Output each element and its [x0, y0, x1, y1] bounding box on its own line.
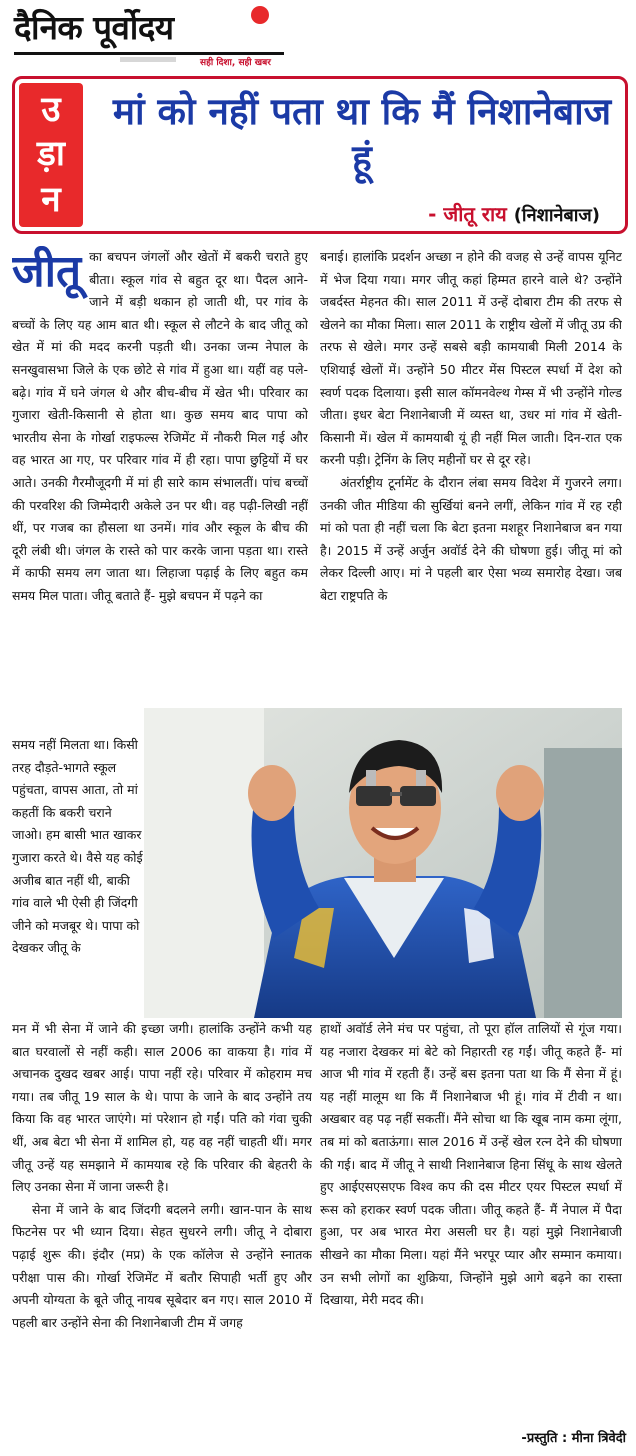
article-column-a: [12, 246, 308, 734]
section-letter-1: उ: [41, 90, 61, 130]
dropcap: जीतू: [12, 246, 82, 297]
byline-name: - जीतू राय: [428, 202, 507, 226]
article-column-d: [12, 1018, 312, 1450]
sun-logo-icon: [251, 6, 269, 24]
athlete-photo: [144, 708, 622, 1018]
column-b-paragraph-1: बनाई। हालांकि प्रदर्शन अच्छा न होने की वजह से उन्हें वापस यूनिट में भेज दिया गया। मगर जीतू कहां हिम्मत हारने वाले थे? उन्होंने जबर्दस्त मेहनत की। साल 2011 में उन्हें दोबारा टीम की तरफ से खेलने का मौका मिला। साल 2011 के राष्ट्रीय खेलों में जीतू उप्र की तरफ से खेले। मगर उन्हें सबसे बड़ी कामयाबी मिली 2014 के एशियाई खेलों में। उन्होंने 50 मीटर मेंस पिस्टल स्पर्धा में देश को स्वर्ण पदक दिलाया। इसी साल कॉमनवेल्थ गेम्स में भी उन्होंने गोल्ड जीता। इधर बेटा निशानेबाजी में व्यस्त था, उधर मां गांव में खेती-किसानी में। खेल में कामयाबी यूं ही नहीं मिल जाती। दिन-रात एक करनी पड़ी। ट्रेनिंग के लिए महीनों घर से दूर रहे।: [320, 249, 622, 468]
article-credit: -प्रस्तुति : मीना त्रिवेदी: [521, 1431, 626, 1446]
article-headline: मां को नहीं पता था कि मैं निशानेबाज हूं: [112, 90, 612, 180]
byline-role: (निशानेबाज): [513, 205, 600, 226]
dateline-strip: [120, 57, 176, 62]
newspaper-tagline: सही दिशा, सही खबर: [200, 58, 271, 68]
column-c-text: समय नहीं मिलता था। किसी तरह दौड़ते-भागते स्कूल पहुंचता, वापस आता, तो मां कहतीं कि बकरी चराने जाओ। हम बासी भात खाकर गुजारा करते थे। वैसे यह कोई अजीब बात नहीं थी, बाकी गांव वाले भी ऐसी ही जिंदगी जीने को मजबूर थे। पापा को देखकर जीतू के: [12, 737, 143, 956]
column-e-text: हाथों अवॉर्ड लेने मंच पर पहुंचा, तो पूरा हॉल तालियों से गूंज गया। यह नजारा देखकर मां बेटे को निहारती रह गईं। जीतू कहते हैं- मां आज भी गांव में रहती हैं। उन्हें बस इतना पता था कि मैं सेना में हूं। यह नहीं मालूम था कि मैं निशानेबाज भी हूं। गांव में टीवी न था। अखबार वह पढ़ नहीं सकतीं। मैंने सोचा था कि खूब नाम कमा लूंगा, तब मां को बताऊंगा। साल 2016 में उन्हें खेल रत्न देने की घोषणा की गई। बाद में जीतू ने साथी निशानेबाज हिना सिंधू के साथ खेलते हुए आईएसएसएफ विश्व कप की दस मीटर एयर पिस्टल स्पर्धा में रूस को हराकर स्वर्ण पदक जीता। जीतू कहते हैं- मैं नेपाल में पैदा हुआ, पर अब भारत मेरा असली घर है। यहां मुझे निशानेबाजी सीखने का मौका मिला। यहां मैंने भरपूर प्यार और सम्मान कमाया। उन सभी लोगों का शुक्रिया, जिन्होंने मुझे आगे बढ़ने का रास्ता दिखाया, मेरी मदद की।: [320, 1021, 622, 1308]
article-column-b: [320, 246, 622, 716]
athlete-photo-illustration: [144, 708, 622, 1018]
masthead: [0, 0, 636, 72]
section-letter-3: न: [41, 180, 61, 220]
section-letter-2: ड़ा: [37, 134, 65, 174]
article-column-c: [12, 734, 144, 1044]
byline: [300, 200, 600, 227]
article-column-e: [320, 1018, 622, 1428]
column-a-text: का बचपन जंगलों और खेतों में बकरी चराते हुए बीता। स्कूल गांव से बहुत दूर था। पैदल आने-जाने में बड़ी थकान हो जाती थी, पर गांव के बच्चों के लिए यह आम बात थी। स्कूल से लौटने के बाद जीतू को खेत में मां की मदद करनी पड़ती थी। उनका जन्म नेपाल के सनखुवासभा जिले के एक छोटे से गांव में हुआ था। यहीं वह पले-बढ़े। गांव में घने जंगल थे और बीच-बीच में खेत भी। परिवार का गुजारा खेती-किसानी से होता था। कुछ समय बाद पापा को भारतीय सेना के गोर्खा राइफल्स रेजिमेंट में नौकरी मिल गई और वह भारत आ गए, पर परिवार गांव में ही रहा। पापा छुट्टियों में घर आते। उनकी गैरमौजूदगी में मां ही सारे काम संभालतीं। पांच बच्चों की परवरिश की जिम्मेदारी अकेले उन पर थी। वह पढ़ी-लिखी नहीं थीं, पर गजब का हौसला था उनमें। गांव और स्कूल के बीच की दूरी लंबी थी। जंगल के रास्ते को पार करके जाना पड़ता था। रास्ते में काफी समय लग जाता था। लिहाजा पढ़ाई के लिए बहुत कम समय मिल पाता। जीतू बताते हैं- मुझे बचपन में पढ़ने का: [12, 249, 308, 603]
column-d-paragraph-1: मन में भी सेना में जाने की इच्छा जगी। हालांकि उन्होंने कभी यह बात घरवालों से नहीं कही। साल 2006 का वाकया है। गांव में अचानक दुखद खबर आई। पापा नहीं रहे। परिवार में कोहराम मच गया। तब जीतू 19 साल के थे। पापा के जाने के बाद उन्होंने तय किया कि वह भारत जाएंगे। मां परेशान हो गईं। पति को गंवा चुकी थीं, अब बेटा भी सेना में शामिल हो, यह वह नहीं चाहती थीं। मगर जीतू उन्हें यह समझाने में कामयाब रहे कि परिवार की बेहतरी के लिए उनका सेना में जाना जरूरी है।: [12, 1021, 312, 1195]
newspaper-name: दैनिक पूर्वोदय: [14, 8, 174, 47]
column-d-paragraph-2: सेना में जाने के बाद जिंदगी बदलने लगी। खान-पान के साथ फिटनेस पर भी ध्यान दिया। सेहत सुधरने लगी। जीतू ने दोबारा पढ़ाई शुरू की। इंदौर (मप्र) के एक कॉलेज से उन्होंने स्नातक परीक्षा पास की। गोर्खा रेजिमेंट में बतौर सिपाही भर्ती हुए और अपनी योग्यता के बूते जीतू नायब सूबेदार बन गए। साल 2010 में पहली बार उन्होंने सेना की निशानेबाजी टीम में जगह: [12, 1201, 312, 1330]
section-badge: [19, 83, 83, 227]
column-b-paragraph-2: अंतर्राष्ट्रीय टूर्नामेंट के दौरान लंबा समय विदेश में गुजरने लगा। उनकी जीत मीडिया की सुर्खियां बनने लगीं, लेकिन गांव में रह रही मां को पता ही नहीं चला कि बेटा इतना मशहूर निशानेबाज बन गया है। 2015 में उन्हें अर्जुन अवॉर्ड देने की घोषणा हुई। जीतू मां को लेकर दिल्ली आए। मां ने पहली बार ऐसा भव्य समारोह देखा। जब बेटा राष्ट्रपति के: [320, 474, 622, 603]
